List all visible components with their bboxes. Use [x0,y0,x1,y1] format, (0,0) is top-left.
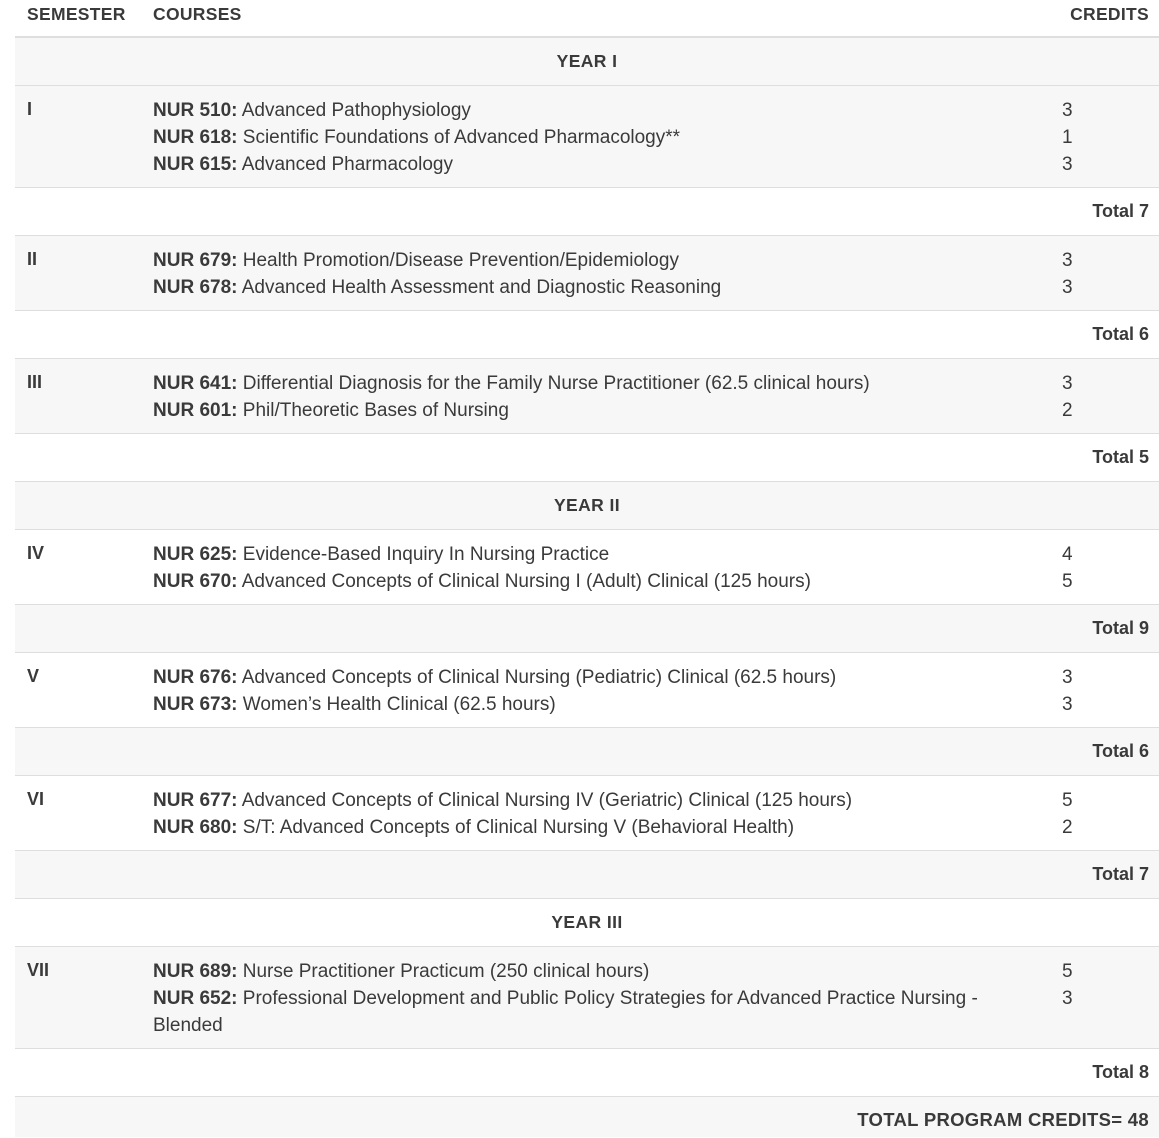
semester-total: Total 9 [1092,618,1149,638]
semester-total-row [15,851,1159,899]
semester-total: Total 7 [1092,201,1149,221]
course-credits: 3 [1062,154,1073,175]
course-code: NUR 618: [153,127,238,148]
semester-total: Total 5 [1092,447,1149,467]
year-title: YEAR I [556,51,618,71]
credit-list [1062,247,1102,301]
course-item [153,787,1023,814]
course-code: NUR 678: [153,277,238,298]
semester-label: I [27,99,33,119]
course-credits: 5 [1062,961,1073,982]
grand-total-row [15,1097,1159,1137]
course-list [153,787,1023,841]
credit-list [1062,958,1102,1012]
course-name: Phil/Theoretic Bases of Nursing [242,400,509,421]
course-item [153,985,1023,1039]
course-name: Women’s Health Clinical (62.5 hours) [242,694,556,715]
course-item [153,274,1023,301]
course-list [153,541,1023,595]
semester-label: V [27,666,40,686]
course-name: S/T: Advanced Concepts of Clinical Nursing V (Behavioral Health) [242,817,795,838]
table-header [15,0,1159,38]
course-credits: 3 [1062,988,1073,1009]
semester-row [15,530,1159,605]
course-list [153,97,1023,178]
course-credits: 5 [1062,790,1073,811]
credit-list [1062,787,1102,841]
course-credits: 2 [1062,817,1073,838]
course-item [153,151,1023,178]
course-code: NUR 641: [153,373,238,394]
credit-list [1062,370,1102,424]
grand-total: TOTAL PROGRAM CREDITS= 48 [857,1109,1149,1130]
semester-total-row [15,311,1159,359]
semester-row [15,236,1159,311]
course-credits: 5 [1062,571,1073,592]
course-code: NUR 601: [153,400,238,421]
course-code: NUR 625: [153,544,238,565]
course-code: NUR 673: [153,694,238,715]
year-heading [15,482,1159,530]
course-item [153,691,1023,718]
semester-label: IV [27,543,45,563]
course-name: Advanced Concepts of Clinical Nursing I (Adult) Clinical (125 hours) [241,571,811,592]
course-code: NUR 676: [153,667,238,688]
course-credits: 3 [1062,694,1073,715]
course-name: Scientific Foundations of Advanced Pharmacology** [242,127,681,148]
course-code: NUR 689: [153,961,238,982]
course-list [153,370,1023,424]
semester-total-row [15,434,1159,482]
credit-list [1062,541,1102,595]
year-title: YEAR II [553,495,620,515]
year-heading [15,38,1159,86]
semester-total: Total 8 [1092,1062,1149,1082]
course-item [153,814,1023,841]
course-credits: 3 [1062,373,1073,394]
semester-row [15,86,1159,188]
course-item [153,397,1023,424]
credit-list [1062,664,1102,718]
course-name: Evidence-Based Inquiry In Nursing Practice [242,544,610,565]
course-name: Advanced Pharmacology [241,154,453,175]
course-item [153,247,1023,274]
course-name: Differential Diagnosis for the Family Nurse Practitioner (62.5 clinical hours) [242,373,870,394]
course-name: Nurse Practitioner Practicum (250 clinical hours) [242,961,650,982]
year-title: YEAR III [551,912,623,932]
year-heading [15,899,1159,947]
course-name: Professional Development and Public Policy Strategies for Advanced Practice Nursing - Blended [153,988,978,1036]
semester-total-row [15,728,1159,776]
credits-column-header: CREDITS [1070,4,1149,24]
course-code: NUR 615: [153,154,238,175]
course-code: NUR 652: [153,988,238,1009]
course-name: Health Promotion/Disease Prevention/Epidemiology [242,250,679,271]
course-credits: 4 [1062,544,1073,565]
course-name: Advanced Health Assessment and Diagnostic Reasoning [241,277,722,298]
course-item [153,370,1023,397]
course-code: NUR 510: [153,100,238,121]
course-item [153,568,1023,595]
course-credits: 1 [1062,127,1073,148]
semester-label: III [27,372,43,392]
semester-total: Total 7 [1092,864,1149,884]
semester-row [15,359,1159,434]
course-code: NUR 677: [153,790,238,811]
semester-total-row [15,1049,1159,1097]
credit-list [1062,97,1102,178]
semester-total: Total 6 [1092,741,1149,761]
course-item [153,958,1023,985]
courses-column-header: COURSES [153,4,242,24]
course-credits: 2 [1062,400,1073,421]
course-name: Advanced Pathophysiology [241,100,471,121]
semester-row [15,653,1159,728]
course-credits: 3 [1062,667,1073,688]
course-list [153,958,1023,1039]
course-code: NUR 670: [153,571,238,592]
semester-column-header: SEMESTER [27,4,126,24]
semester-row [15,947,1159,1049]
course-item [153,124,1023,151]
semester-row [15,776,1159,851]
course-item [153,97,1023,124]
course-list [153,247,1023,301]
course-credits: 3 [1062,100,1073,121]
course-code: NUR 680: [153,817,238,838]
course-list [153,664,1023,718]
course-name: Advanced Concepts of Clinical Nursing (Pediatric) Clinical (62.5 hours) [241,667,837,688]
curriculum-table [15,0,1159,1137]
course-credits: 3 [1062,250,1073,271]
course-credits: 3 [1062,277,1073,298]
semester-label: VI [27,789,45,809]
semester-label: II [27,249,38,269]
course-name: Advanced Concepts of Clinical Nursing IV (Geriatric) Clinical (125 hours) [241,790,853,811]
course-item [153,664,1023,691]
course-item [153,541,1023,568]
semester-total-row [15,605,1159,653]
semester-total-row [15,188,1159,236]
semester-label: VII [27,960,50,980]
semester-total: Total 6 [1092,324,1149,344]
course-code: NUR 679: [153,250,238,271]
